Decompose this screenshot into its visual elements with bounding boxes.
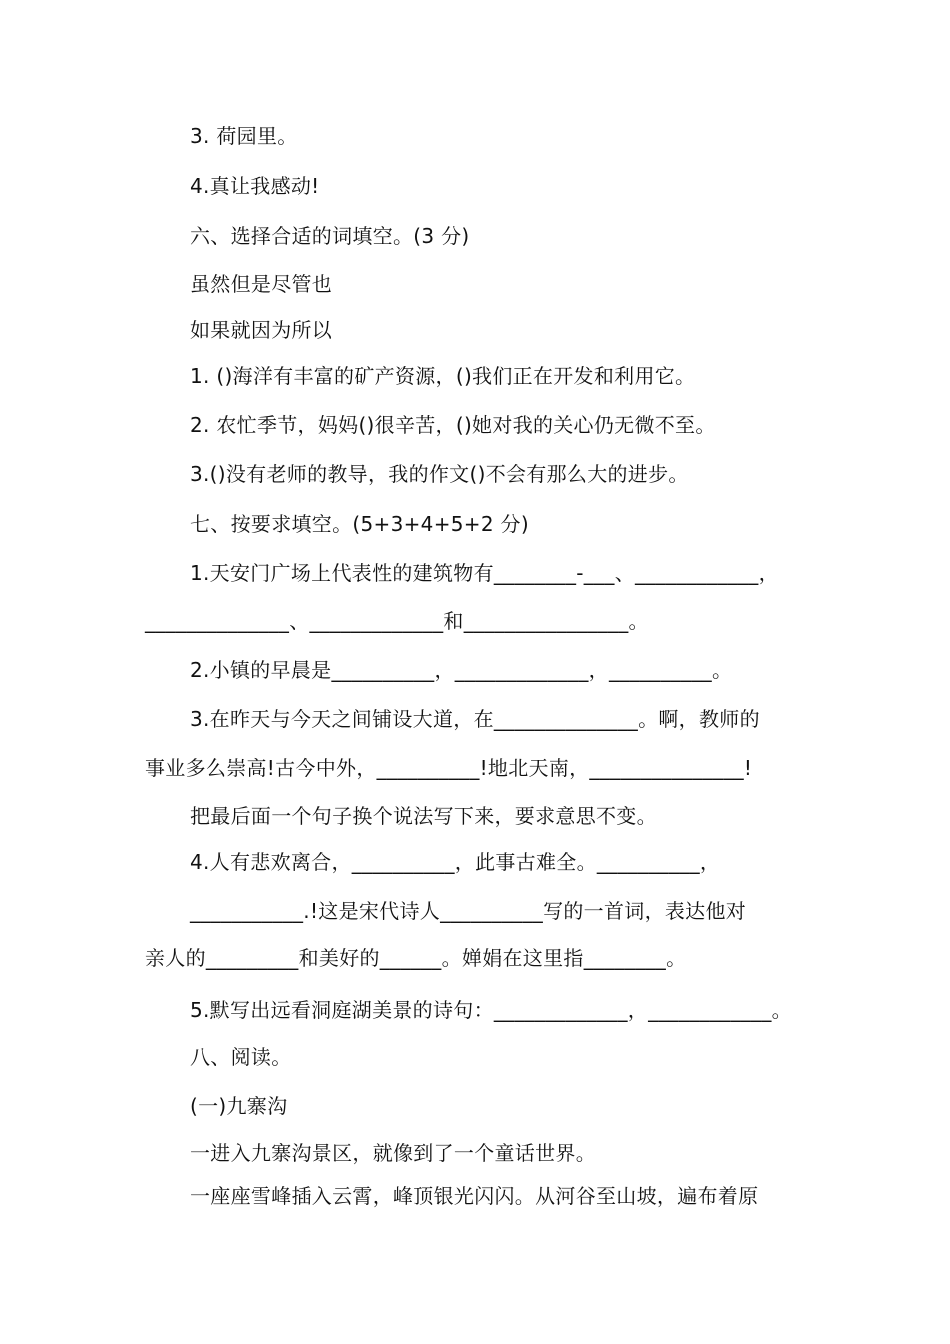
- question-line: ___________.!这是宋代诗人__________写的一首词，表达他对: [190, 899, 747, 923]
- word-options: 虽然但是尽管也: [190, 272, 333, 296]
- question-line: 1. ()海洋有丰富的矿产资源，()我们正在开发和利用它。: [190, 364, 696, 388]
- passage-line: 一座座雪峰插入云霄，峰顶银光闪闪。从河谷至山坡，遍布着原: [190, 1184, 759, 1208]
- question-line: 亲人的_________和美好的______。婵娟在这里指________。: [145, 946, 687, 970]
- passage-line: 一进入九寨沟景区，就像到了一个童话世界。: [190, 1141, 596, 1165]
- question-line: 2.小镇的早晨是__________，_____________，__________。: [190, 658, 733, 682]
- question-line: 事业多么崇高!古今中外，__________!地北天南，_______________!: [145, 756, 753, 780]
- text-line: 4.真让我感动!: [190, 174, 320, 198]
- question-line: ______________、_____________和________________。: [145, 609, 649, 633]
- section-heading: 八、阅读。: [190, 1045, 292, 1069]
- text-line: 3. 荷园里。: [190, 124, 298, 148]
- section-heading: 六、选择合适的词填空。(3 分): [190, 224, 470, 248]
- instruction-line: 把最后面一个句子换个说法写下来，要求意思不变。: [190, 804, 657, 828]
- question-line: 3.()没有老师的教导，我的作文()不会有那么大的进步。: [190, 462, 689, 486]
- word-options: 如果就因为所以: [190, 318, 333, 342]
- question-line: 1.天安门广场上代表性的建筑物有________-___、____________，: [190, 561, 779, 585]
- reading-title: (一)九寨沟: [190, 1094, 288, 1118]
- question-line: 3.在昨天与今天之间铺设大道，在______________。啊，教师的: [190, 707, 760, 731]
- question-line: 5.默写出远看洞庭湖美景的诗句：_____________，____________。: [190, 998, 792, 1022]
- question-line: 4.人有悲欢离合，__________，此事古难全。__________，: [190, 850, 721, 874]
- section-heading: 七、按要求填空。(5+3+4+5+2 分): [190, 512, 529, 536]
- question-line: 2. 农忙季节，妈妈()很辛苦，()她对我的关心仍无微不至。: [190, 413, 716, 437]
